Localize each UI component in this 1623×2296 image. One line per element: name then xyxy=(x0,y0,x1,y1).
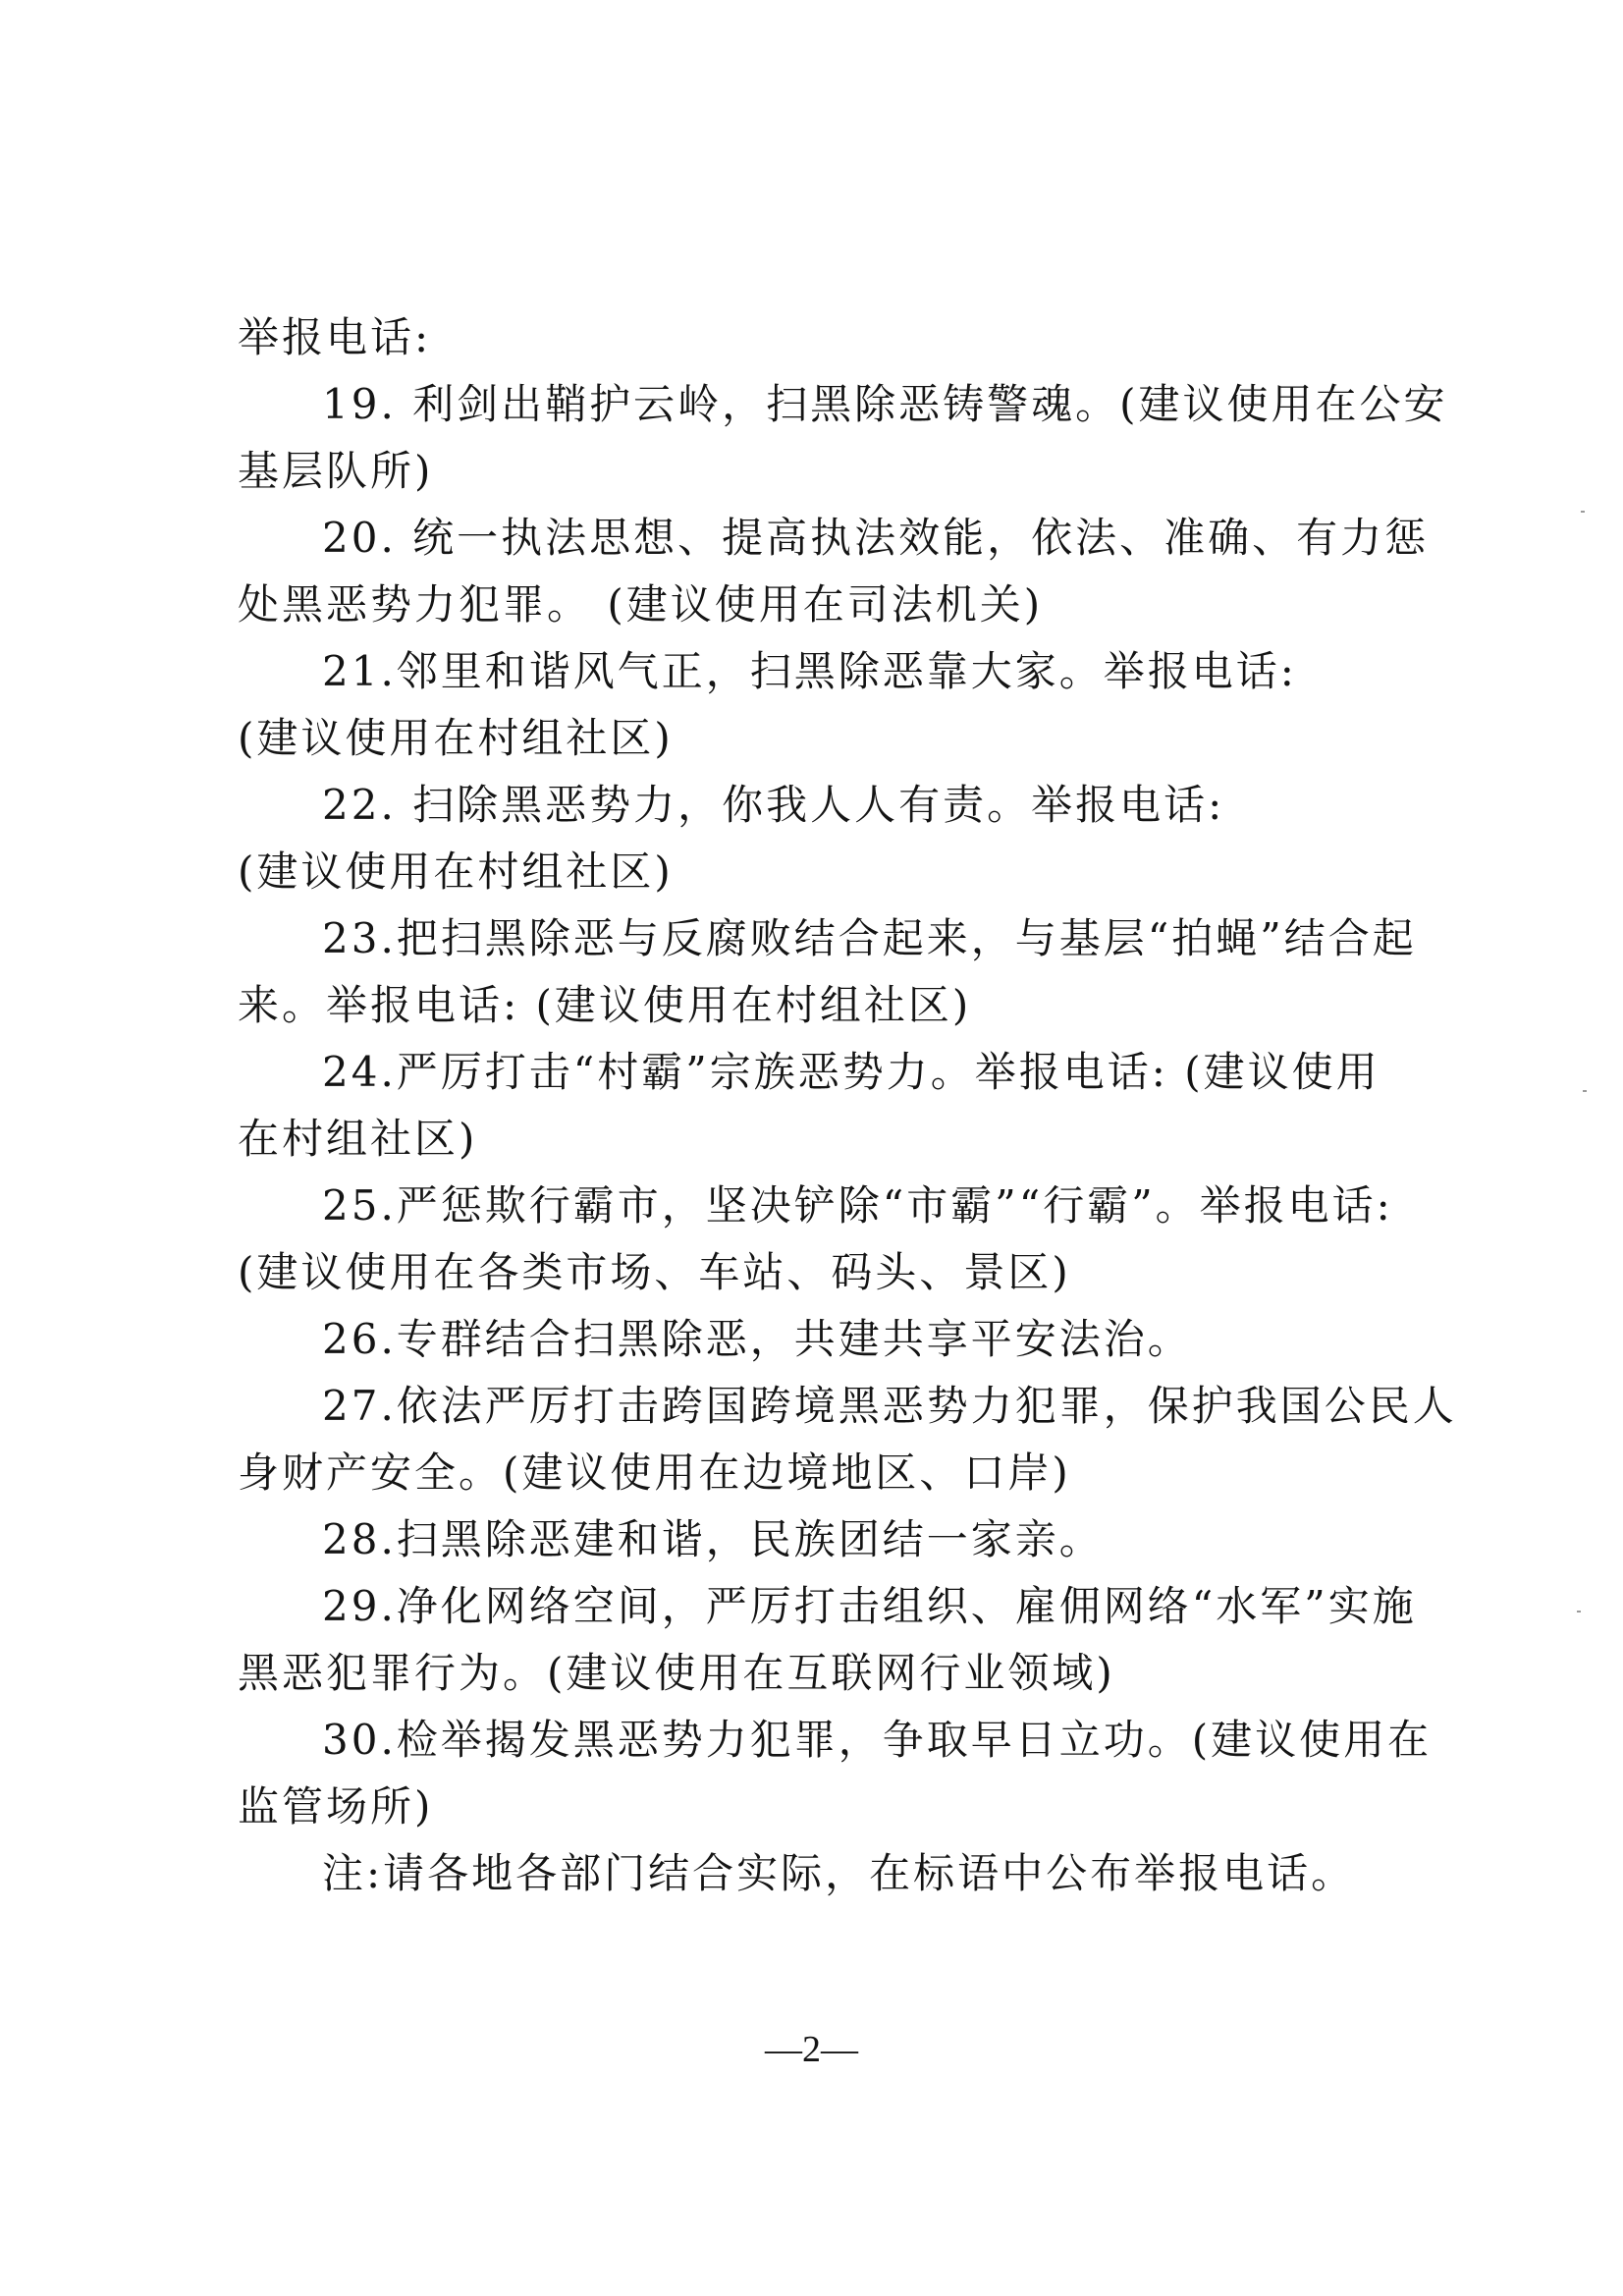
text-line-23: 监管场所) xyxy=(238,1782,434,1831)
slogan-24: 24.严厉打击“村霸”宗族恶势力。举报电话: (建议使用 xyxy=(322,1048,1380,1096)
slogan-22: 22. 扫除黑恶势力，你我人人有责。举报电话: xyxy=(322,781,1225,829)
slogan-20: 20. 统一执法思想、提高执法效能，依法、准确、有力惩 xyxy=(322,514,1430,562)
slogan-list xyxy=(238,304,1457,1907)
text-line-13: 在村组社区) xyxy=(238,1115,478,1163)
text-line-18: 身财产安全。(建议使用在边境地区、口岸) xyxy=(238,1449,1071,1497)
slogan-26: 26.专群结合扫黑除恶，共建共享平安法治。 xyxy=(322,1315,1192,1363)
footnote: 注:请各地各部门结合实际，在标语中公布举报电话。 xyxy=(322,1849,1356,1897)
slogan-29: 29.净化网络空间，严厉打击组织、雇佣网络“水军”实施 xyxy=(322,1582,1417,1630)
scan-speck xyxy=(1577,1611,1581,1613)
slogan-25: 25.严惩欺行霸市，坚决铲除“市霸”“行霸”。举报电话: xyxy=(322,1181,1393,1230)
scan-speck xyxy=(1581,511,1585,513)
text-line-21: 黑恶犯罪行为。(建议使用在互联网行业领域) xyxy=(238,1649,1115,1697)
text-line-7: (建议使用在村组社区) xyxy=(238,714,674,762)
slogan-27: 27.依法严厉打击跨国跨境黑恶势力犯罪，保护我国公民人 xyxy=(322,1382,1457,1430)
slogan-30: 30.检举揭发黑恶势力犯罪，争取早日立功。(建议使用在 xyxy=(322,1716,1433,1764)
text-line-1: 举报电话: xyxy=(238,313,432,361)
text-line-9: (建议使用在村组社区) xyxy=(238,847,674,896)
slogan-21: 21.邻里和谐风气正，扫黑除恶靠大家。举报电话: xyxy=(322,647,1297,695)
text-line-15: (建议使用在各类市场、车站、码头、景区) xyxy=(238,1248,1071,1296)
slogan-28: 28.扫黑除恶建和谐，民族团结一家亲。 xyxy=(322,1515,1104,1563)
text-line-3: 基层队所) xyxy=(238,447,434,495)
slogan-19: 19. 利剑出鞘护云岭，扫黑除恶铸警魂。(建议使用在公安 xyxy=(322,380,1448,428)
scan-speck xyxy=(1583,1090,1587,1092)
slogan-23: 23.把扫黑除恶与反腐败结合起来，与基层“拍蝇”结合起 xyxy=(322,914,1417,962)
page-number: —2— xyxy=(765,2029,858,2070)
text-line-11: 来。举报电话: (建议使用在村组社区) xyxy=(238,981,972,1029)
text-line-5: 处黑恶势力犯罪。 (建议使用在司法机关) xyxy=(238,580,1044,629)
